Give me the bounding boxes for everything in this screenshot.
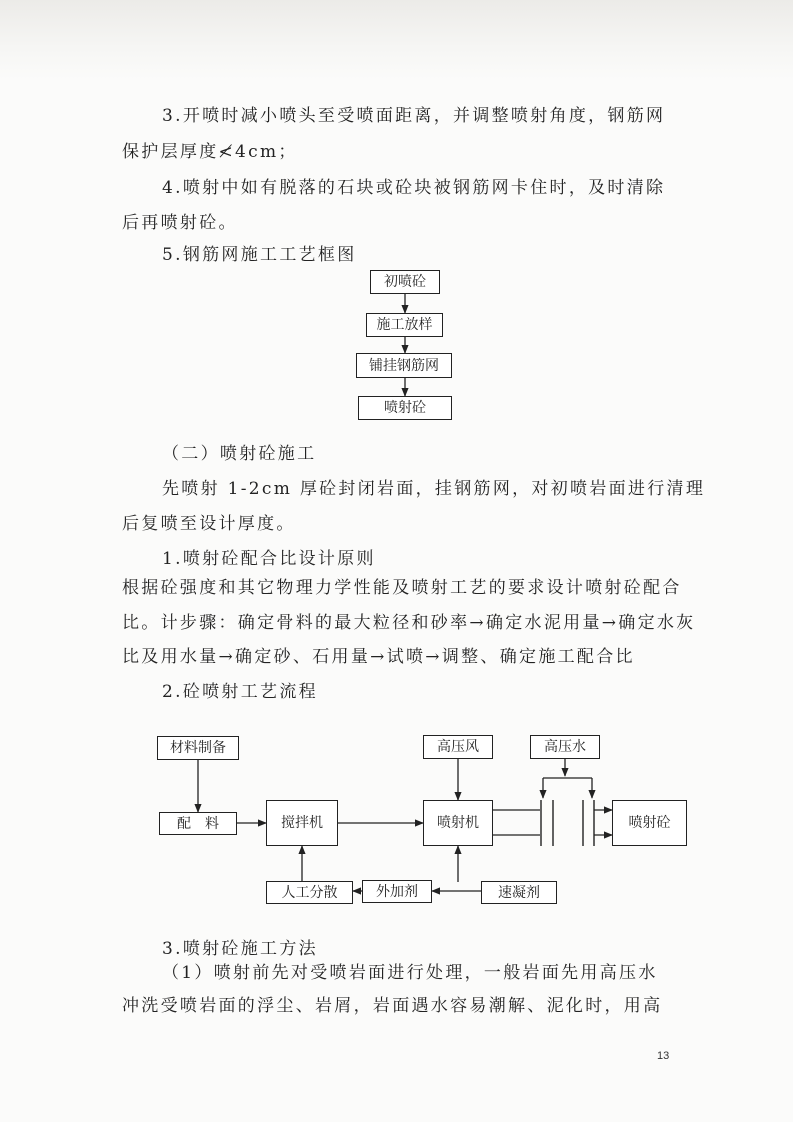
flow2-accelerator: 速凝剂: [481, 881, 557, 904]
paragraph-item-2: 2.砼喷射工艺流程: [162, 682, 318, 702]
paragraph-mix-line1: 根据砼强度和其它物理力学性能及喷射工艺的要求设计喷射砼配合: [122, 578, 682, 598]
flow2-manual-dispersion: 人工分散: [266, 881, 353, 904]
flow2-mixer: 搅拌机: [266, 800, 338, 846]
flow2-shotcrete: 喷射砼: [612, 800, 687, 846]
flow2-material-prep: 材料制备: [157, 736, 239, 760]
paragraph-method-line2: 冲洗受喷岩面的浮尘、岩屑，岩面遇水容易潮解、泥化时，用高: [122, 996, 663, 1016]
paragraph-mix-line2: 比。计步骤：确定骨料的最大粒径和砂率→确定水泥用量→确定水灰: [122, 613, 696, 633]
paragraph-item-3-line2: 保护层厚度≮4cm；: [122, 142, 298, 162]
paragraph-item-4-line1: 4.喷射中如有脱落的石块或砼块被钢筋网卡住时，及时清除: [162, 178, 666, 198]
paragraph-item-5: 5.钢筋网施工工艺框图: [162, 245, 357, 265]
flow2-admixture: 外加剂: [362, 880, 432, 903]
paragraph-item-1: 1.喷射砼配合比设计原则: [162, 549, 376, 569]
paragraph-item-3-line1: 3.开喷时减小喷头至受喷面距离，并调整喷射角度，钢筋网: [162, 106, 666, 126]
page-number: 13: [657, 1050, 670, 1062]
flow2-high-pressure-air: 高压风: [423, 735, 493, 759]
flow1-step-shotcrete: 喷射砼: [358, 396, 452, 420]
flow2-high-pressure-water: 高压水: [530, 735, 600, 759]
flow1-step-initial-spray: 初喷砼: [370, 270, 440, 294]
flow1-step-hang-mesh: 铺挂钢筋网: [356, 353, 452, 378]
paragraph-intro-line1: 先喷射 1-2cm 厚砼封闭岩面，挂钢筋网，对初喷岩面进行清理: [162, 479, 706, 499]
paragraph-method-line1: （1）喷射前先对受喷岩面进行处理，一般岩面先用高压水: [162, 963, 658, 983]
flow1-step-layout: 施工放样: [366, 313, 443, 337]
flow2-sprayer: 喷射机: [423, 800, 493, 846]
paragraph-intro-line2: 后复喷至设计厚度。: [122, 514, 296, 534]
section-title: （二）喷射砼施工: [162, 444, 317, 464]
paragraph-item-3b: 3.喷射砼施工方法: [162, 939, 318, 959]
paragraph-item-4-line2: 后再喷射砼。: [122, 213, 238, 233]
paragraph-mix-line3: 比及用水量→确定砂、石用量→试喷→调整、确定施工配合比: [122, 647, 635, 667]
flow2-batching: 配 料: [159, 812, 237, 835]
